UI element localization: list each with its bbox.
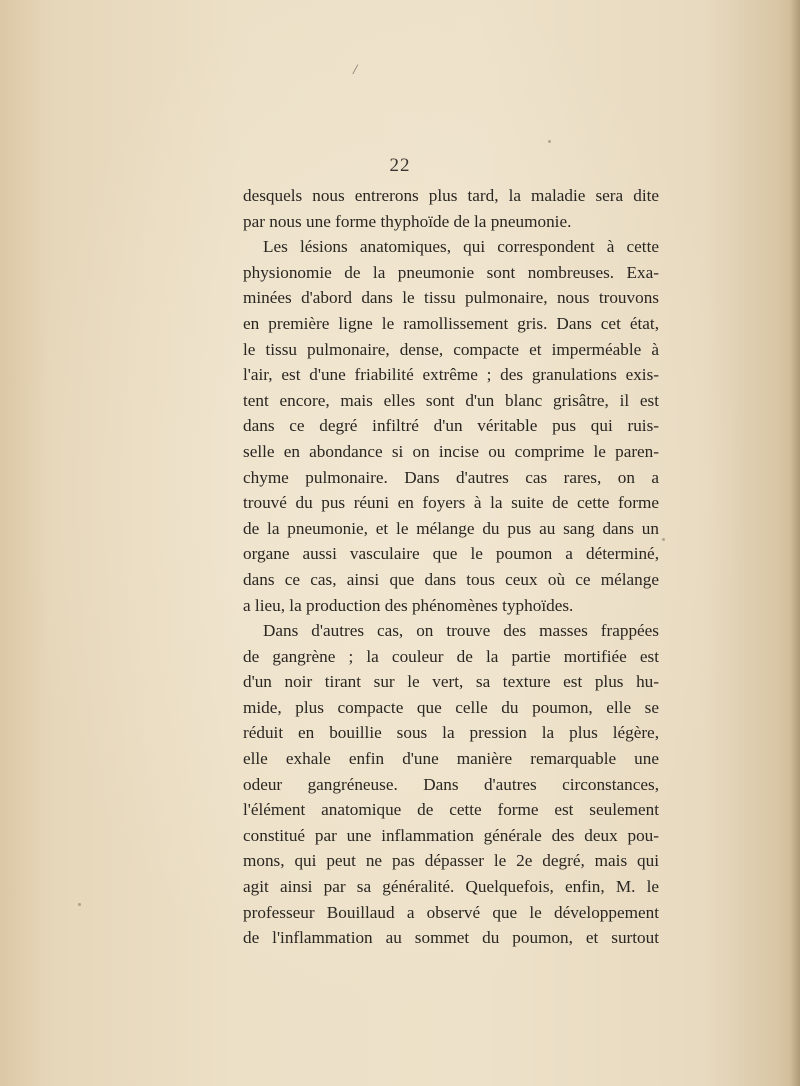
text-line: selle en abondance si on incise ou comprime le paren- (243, 441, 659, 461)
text-line: a lieu, la production des phénomènes typhoïdes. (243, 595, 574, 615)
text-line: en première ligne le ramollissement gris. Dans cet état, (243, 313, 659, 333)
paper-speck (662, 538, 665, 541)
text-line: de gangrène ; la couleur de la partie mortifiée est (243, 646, 659, 666)
text-line: par nous une forme thyphoïde de la pneumonie. (243, 211, 572, 231)
text-line: mide, plus compacte que celle du poumon, elle se (243, 697, 659, 717)
text-line: réduit en bouillie sous la pression la plus légère, (243, 723, 659, 743)
text-line: professeur Bouillaud a observé que le développement (243, 902, 659, 922)
text-line: l'air, est d'une friabilité extrême ; des granulations exis- (243, 365, 659, 385)
margin-pencil-mark: / (353, 62, 358, 78)
text-line: Les lésions anatomiques, qui correspondent à cette (263, 237, 659, 257)
text-line: de la pneumonie, et le mélange du pus au sang dans un (243, 518, 659, 538)
text-line: constitué par une inflammation générale des deux pou- (243, 825, 659, 845)
text-line: dans ce degré infiltré d'un véritable pus qui ruis- (243, 416, 659, 436)
paper-speck (548, 140, 551, 143)
text-line: minées d'abord dans le tissu pulmonaire, nous trouvons (243, 288, 659, 308)
text-line: dans ce cas, ainsi que dans tous ceux où ce mélange (243, 569, 659, 589)
text-line: organe aussi vasculaire que le poumon a déterminé, (243, 544, 659, 564)
text-line: agit ainsi par sa généralité. Quelquefois, enfin, M. le (243, 877, 659, 897)
text-line: l'élément anatomique de cette forme est seulement (243, 800, 659, 820)
text-line: chyme pulmonaire. Dans d'autres cas rares, on a (243, 467, 659, 487)
text-line: mons, qui peut ne pas dépasser le 2e degré, mais qui (243, 851, 659, 871)
text-line: physionomie de la pneumonie sont nombreuses. Exa- (243, 262, 659, 282)
text-line: elle exhale enfin d'une manière remarquable une (243, 749, 659, 769)
text-line: tent encore, mais elles sont d'un blanc grisâtre, il est (243, 390, 659, 410)
body-text (243, 183, 659, 951)
text-line: trouvé du pus réuni en foyers à la suite de cette forme (243, 493, 659, 513)
text-line: le tissu pulmonaire, dense, compacte et imperméable à (243, 339, 659, 359)
text-line: desquels nous entrerons plus tard, la maladie sera dite (243, 186, 659, 205)
text-line: d'un noir tirant sur le vert, sa texture est plus hu- (243, 672, 659, 692)
text-line: Dans d'autres cas, on trouve des masses frappées (263, 621, 659, 641)
text-line: de l'inflammation au sommet du poumon, et surtout (243, 928, 659, 948)
text-line: odeur gangréneuse. Dans d'autres circonstances, (243, 774, 659, 794)
page-number: 22 (389, 155, 411, 176)
paper-speck (78, 903, 81, 906)
